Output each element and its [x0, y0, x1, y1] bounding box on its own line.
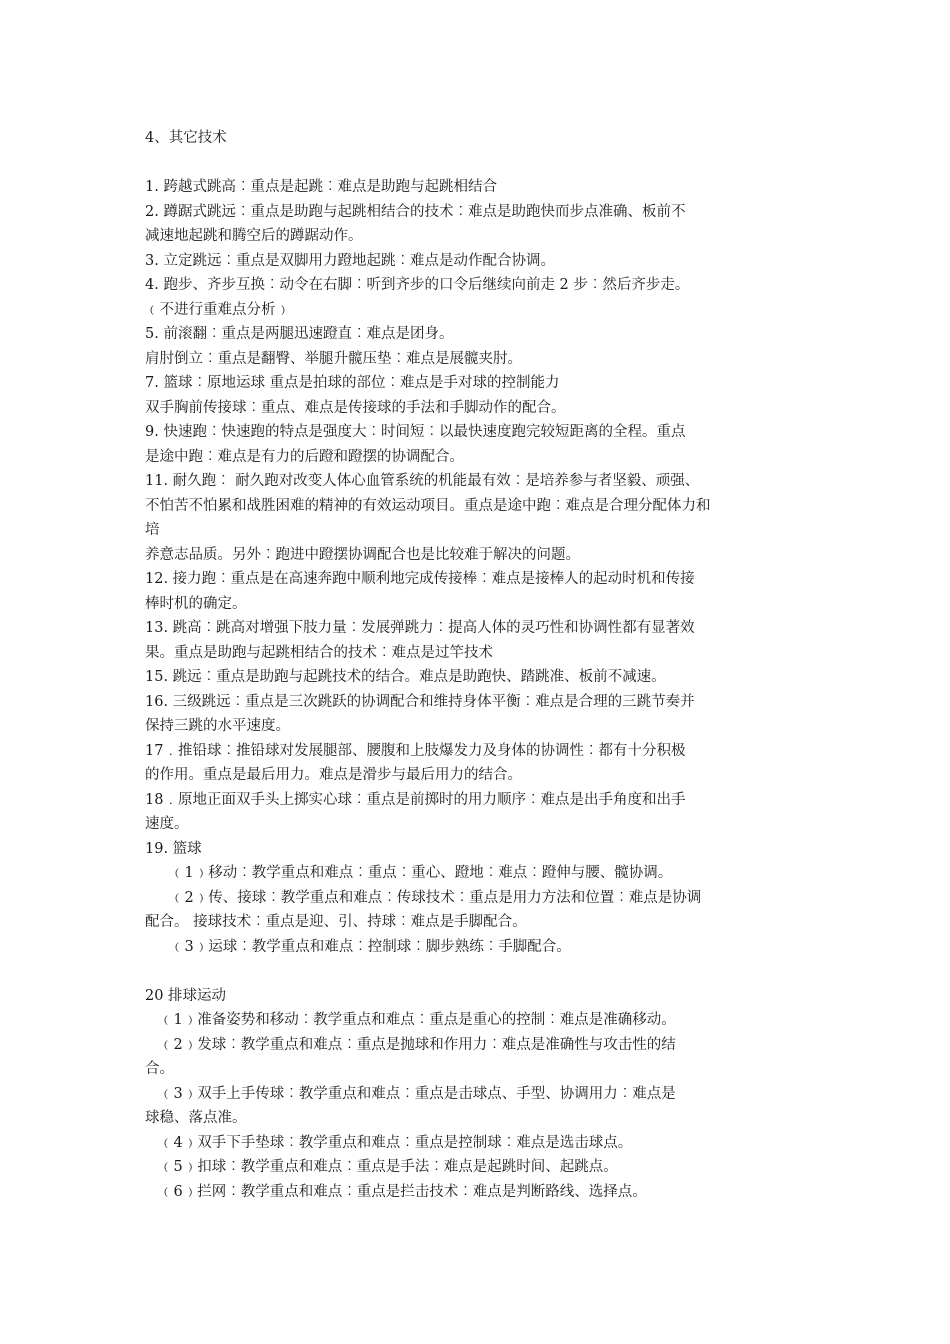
text-line: 的作用。重点是最后用力。难点是滑步与最后用力的结合。	[145, 767, 522, 783]
text-line: 15. 跳远︰重点是助跑与起跳技术的结合。难点是助跑快、踏跳准、板前不减速。	[145, 669, 666, 685]
text-line: ﹙2﹚发球︰教学重点和难点︰重点是抛球和作用力︰难点是准确性与攻击性的结	[159, 1036, 676, 1053]
text-line: 4、其它技术	[145, 130, 227, 146]
blank-line	[145, 959, 825, 984]
text-line: 4. 跑步、齐步互换︰动令在右脚︰听到齐步的口令后继续向前走 2 步︰然后齐步走。	[145, 277, 690, 293]
text-line: 9. 快速跑︰快速跑的特点是强度大︰时间短︰以最快速度跑完较短距离的全程。重点	[145, 424, 686, 440]
text-line: ﹙1﹚移动︰教学重点和难点︰重点︰重心、蹬地︰难点︰蹬伸与腰、髋协调。	[170, 865, 673, 881]
text-line: 7. 篮球︰原地运球 重点是拍球的部位︰难点是手对球的控制能力	[145, 375, 560, 391]
text-line: 减速地起跳和腾空后的蹲踞动作。	[145, 228, 363, 244]
text-line: 不怕苦不怕累和战胜困难的精神的有效运动项目。重点是途中跑︰难点是合理分配体力和	[145, 497, 711, 514]
text-line: ﹙5﹚扣球︰教学重点和难点︰重点是手法︰难点是起跳时间、起跳点。	[159, 1159, 618, 1175]
text-line: 18﹒原地正面双手头上掷实心球︰重点是前掷时的用力顺序︰难点是出手角度和出手	[145, 791, 686, 808]
text-line: 3. 立定跳远︰重点是双脚用力蹬地起跳︰难点是动作配合协调。	[145, 252, 555, 269]
text-line: 球稳、落点准。	[145, 1110, 247, 1126]
text-line: 19. 篮球	[145, 840, 202, 857]
text-line: ﹙不进行重难点分析﹚	[145, 301, 290, 318]
text-line: 17﹒推铅球︰推铅球对发展腿部、腰腹和上肢爆发力及身体的协调性︰都有十分积极	[145, 742, 686, 759]
text-line: 保持三跳的水平速度。	[145, 718, 290, 734]
text-line: 肩肘倒立︰重点是翻臀、举腿升髋压垫︰难点是展髋夹肘。	[145, 350, 522, 367]
text-line: ﹙1﹚准备姿势和移动︰教学重点和难点︰重点是重心的控制︰难点是准确移动。	[159, 1012, 676, 1028]
text-line: 1. 跨越式跳高︰重点是起跳︰难点是助跑与起跳相结合	[145, 179, 497, 195]
text-line: 12. 接力跑︰重点是在高速奔跑中顺利地完成传接棒︰难点是接棒人的起动时机和传接	[145, 571, 695, 587]
blank-line	[145, 151, 825, 176]
text-line: 13. 跳高︰跳高对增强下肢力量︰发展弹跳力︰提高人体的灵巧性和协调性都有显著效	[145, 620, 695, 636]
text-line: 11. 耐久跑︰ 耐久跑对改变人体心血管系统的机能最有效︰是培养参与者坚毅、顽强、	[145, 473, 700, 489]
document-body	[145, 126, 825, 1204]
text-line: 合。	[145, 1061, 174, 1077]
text-line: 20 排球运动	[145, 987, 227, 1004]
text-line: ﹙4﹚双手下手垫球︰教学重点和难点︰重点是控制球︰难点是选击球点。	[159, 1134, 633, 1151]
text-line: 配合。 接球技术︰重点是迎、引、持球︰难点是手脚配合。	[145, 914, 527, 930]
text-line: ﹙6﹚拦网︰教学重点和难点︰重点是拦击技术︰难点是判断路线、选择点。	[159, 1183, 647, 1200]
text-line: 果。重点是助跑与起跳相结合的技术︰难点是过竿技术	[145, 644, 493, 661]
text-line: ﹙3﹚运球︰教学重点和难点︰控制球︰脚步熟练︰手脚配合。	[170, 938, 571, 955]
text-line: 是途中跑︰难点是有力的后蹬和蹬摆的协调配合。	[145, 448, 464, 465]
text-line: 养意志品质。另外︰跑进中蹬摆协调配合也是比较难于解决的问题。	[145, 546, 580, 563]
text-line: ﹙2﹚传、接球︰教学重点和难点︰传球技术︰重点是用力方法和位置︰难点是协调	[170, 889, 702, 906]
text-line: 培	[145, 522, 160, 538]
text-line: 双手胸前传接球︰重点、难点是传接球的手法和手脚动作的配合。	[145, 399, 566, 416]
text-line: 5. 前滚翻︰重点是两腿迅速蹬直︰难点是团身。	[145, 326, 454, 342]
text-line: 16. 三级跳远︰重点是三次跳跃的协调配合和维持身体平衡︰难点是合理的三跳节奏并	[145, 693, 695, 710]
text-line: 2. 蹲踞式跳远︰重点是助跑与起跳相结合的技术︰难点是助跑快而步点准确、板前不	[145, 203, 686, 220]
text-line: 速度。	[145, 816, 189, 832]
text-line: 棒时机的确定。	[145, 595, 247, 612]
text-line: ﹙3﹚双手上手传球︰教学重点和难点︰重点是击球点、手型、协调用力︰难点是	[159, 1085, 676, 1102]
